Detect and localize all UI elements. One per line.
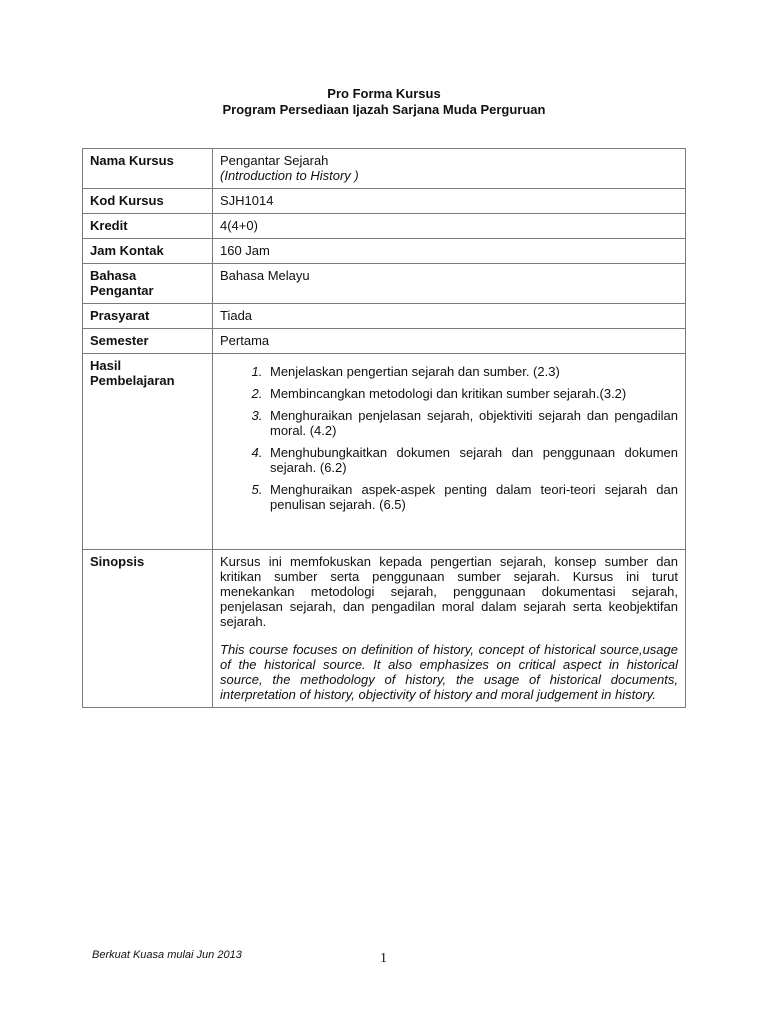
row-kredit bbox=[83, 214, 686, 239]
synopsis-malay: Kursus ini memfokuskan kepada pengertian sejarah, konsep sumber dan kritikan sumber serta penggunaan sumber sejarah. Kursus ini turut menekankan metodologi sejarah, penggunaan dokumentasi sejarah, penjelasan sejarah, dan pengadilan moral dalam sejarah serta keobjektifan sejarah. bbox=[220, 554, 678, 629]
learning-outcome-item: 1. Menjelaskan pengertian sejarah dan sumber. (2.3) bbox=[266, 364, 678, 379]
label-nama-kursus: Nama Kursus bbox=[83, 149, 213, 189]
value-bahasa-pengantar: Bahasa Melayu bbox=[213, 264, 686, 304]
value-hasil-pembelajaran bbox=[213, 354, 686, 550]
learning-outcome-item: 3. Menghuraikan penjelasan sejarah, objektiviti sejarah dan pengadilan moral. (4.2) bbox=[266, 408, 678, 438]
row-nama-kursus bbox=[83, 149, 686, 189]
label-jam-kontak: Jam Kontak bbox=[83, 239, 213, 264]
course-name-malay: Pengantar Sejarah bbox=[220, 153, 329, 168]
value-semester: Pertama bbox=[213, 329, 686, 354]
row-sinopsis bbox=[83, 550, 686, 708]
label-kod-kursus: Kod Kursus bbox=[83, 189, 213, 214]
row-jam-kontak bbox=[83, 239, 686, 264]
value-jam-kontak: 160 Jam bbox=[213, 239, 686, 264]
page-number: 1 bbox=[380, 951, 387, 966]
label-sinopsis: Sinopsis bbox=[83, 550, 213, 708]
row-hasil-pembelajaran bbox=[83, 354, 686, 550]
learning-outcome-item: 5. Menghuraikan aspek-aspek penting dalam teori-teori sejarah dan penulisan sejarah. (6.5) bbox=[266, 482, 678, 512]
label-hasil-line1: Hasil bbox=[90, 358, 122, 373]
value-nama-kursus bbox=[213, 149, 686, 189]
value-kod-kursus: SJH1014 bbox=[213, 189, 686, 214]
label-semester: Semester bbox=[83, 329, 213, 354]
row-semester bbox=[83, 329, 686, 354]
label-bahasa-line2: Pengantar bbox=[90, 283, 154, 298]
label-bahasa-line1: Bahasa bbox=[90, 268, 137, 283]
synopsis-english: This course focuses on definition of history, concept of historical source,usage of the historical source. It also emphasizes on critical aspect in historical source, the methodology of history, the usage of historical documents, interpretation of history, objectivity of history and moral judgement in history. bbox=[220, 642, 678, 702]
value-kredit: 4(4+0) bbox=[213, 214, 686, 239]
learning-outcome-item: 4. Menghubungkaitkan dokumen sejarah dan penggunaan dokumen sejarah. (6.2) bbox=[266, 445, 678, 475]
document-header bbox=[0, 86, 768, 118]
value-prasyarat: Tiada bbox=[213, 304, 686, 329]
row-kod-kursus bbox=[83, 189, 686, 214]
label-hasil-pembelajaran bbox=[83, 354, 213, 550]
effective-date-note: Berkuat Kuasa mulai Jun 2013 bbox=[92, 949, 242, 961]
label-kredit: Kredit bbox=[83, 214, 213, 239]
document-title: Pro Forma Kursus bbox=[327, 86, 441, 101]
label-prasyarat: Prasyarat bbox=[83, 304, 213, 329]
row-bahasa-pengantar bbox=[83, 264, 686, 304]
course-name-english: (Introduction to History ) bbox=[220, 168, 359, 183]
learning-outcomes-list bbox=[220, 364, 678, 512]
value-sinopsis bbox=[213, 550, 686, 708]
learning-outcome-item: 2. Membincangkan metodologi dan kritikan sumber sejarah.(3.2) bbox=[266, 386, 678, 401]
label-hasil-line2: Pembelajaran bbox=[90, 373, 175, 388]
label-bahasa-pengantar bbox=[83, 264, 213, 304]
course-proforma-table bbox=[82, 148, 686, 708]
row-prasyarat bbox=[83, 304, 686, 329]
document-subtitle: Program Persediaan Ijazah Sarjana Muda Perguruan bbox=[222, 102, 546, 117]
